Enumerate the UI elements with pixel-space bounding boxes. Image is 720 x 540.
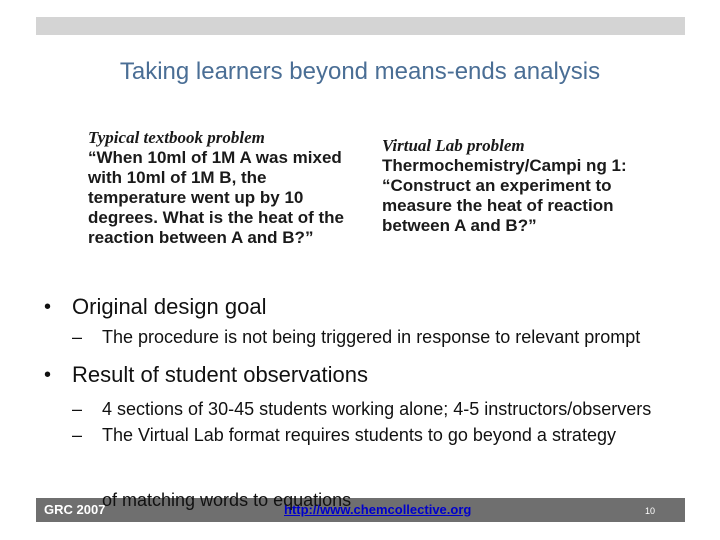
bullet-text: Original design goal: [72, 294, 267, 319]
bullet-text: Result of student observations: [72, 362, 368, 387]
footer-conference-label: GRC 2007: [44, 502, 106, 517]
sub-bullet-item: [44, 424, 694, 446]
page-number: 10: [644, 506, 655, 516]
bullet-icon: •: [44, 296, 52, 318]
textbook-problem-text: “When 10ml of 1M A was mixed with 10ml of 1M B, the temperature went up by 10 degrees. What is the heat of the reaction between A and B?”: [88, 148, 344, 247]
virtual-lab-column: [382, 136, 637, 236]
header-bar: [36, 17, 685, 35]
sub-bullet-text: The Virtual Lab format requires students to go beyond a strategy: [102, 425, 616, 445]
sub-bullet-text: 4 sections of 30-45 students working alone; 4-5 instructors/observers: [102, 399, 652, 419]
dash-icon: –: [72, 399, 83, 419]
slide-title: Taking learners beyond means-ends analysis: [119, 58, 601, 85]
sub-bullet-item: [44, 326, 694, 348]
textbook-problem-column: [88, 128, 350, 248]
virtual-lab-text: Thermochemistry/Campi ng 1: “Construct an experiment to measure the heat of reaction between A and B?”: [382, 156, 627, 235]
virtual-lab-heading: Virtual Lab problem: [382, 136, 525, 155]
bullet-item: [44, 292, 694, 322]
dash-icon: –: [72, 327, 83, 347]
textbook-problem-heading: Typical textbook problem: [88, 128, 265, 147]
sub-bullet-text: The procedure is not being triggered in response to relevant prompt: [102, 327, 641, 347]
sub-bullet-item: [44, 398, 694, 420]
bullet-list: [44, 292, 694, 446]
bullet-icon: •: [44, 364, 52, 386]
overflow-text: of matching words to equations: [102, 490, 352, 510]
dash-icon: –: [72, 425, 83, 445]
bullet-item: [44, 360, 694, 390]
footer-url-link[interactable]: http://www.chemcollective.org: [284, 502, 472, 517]
